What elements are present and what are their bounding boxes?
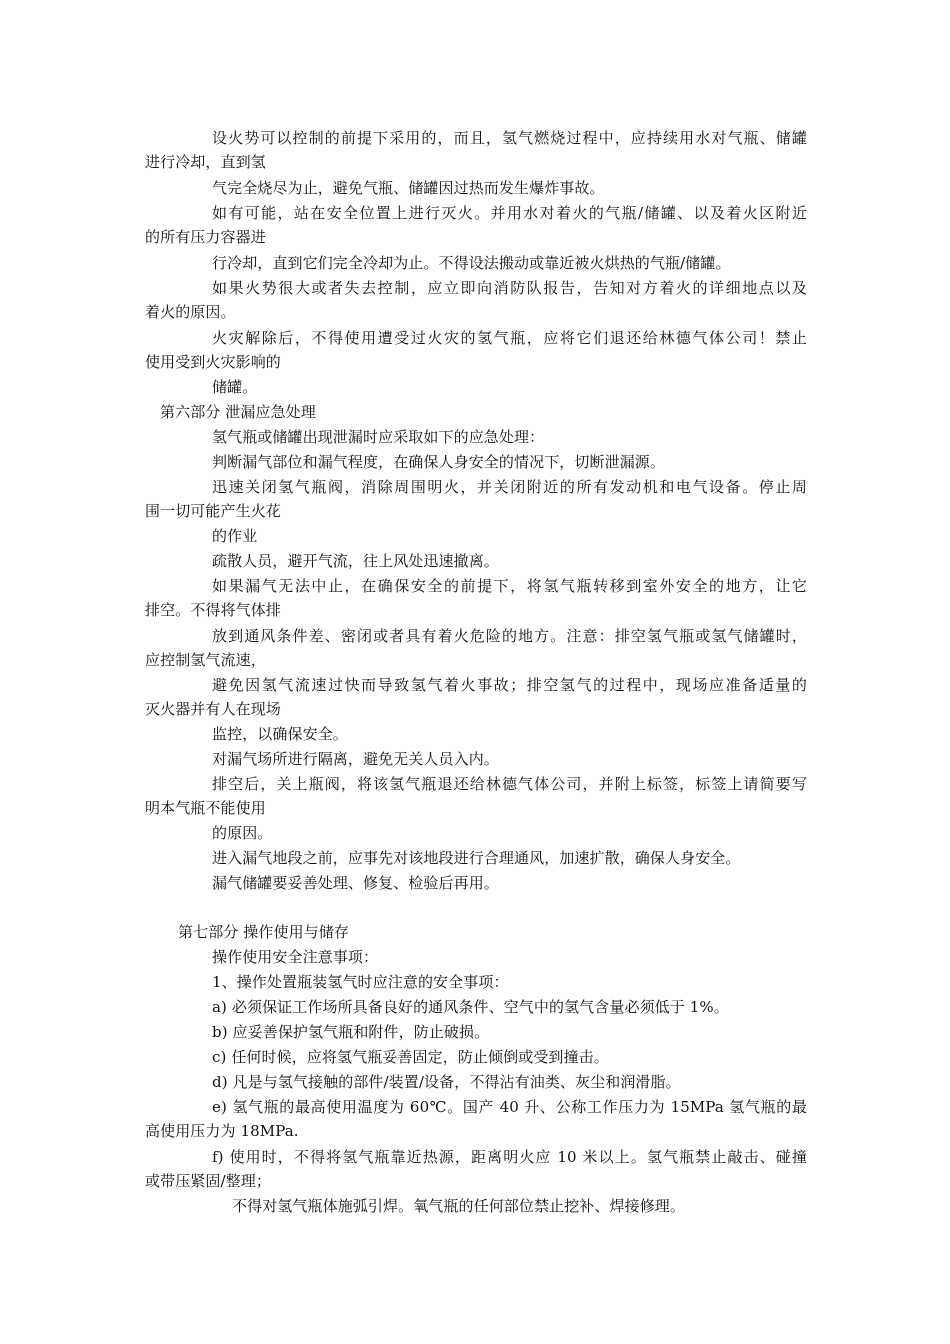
paragraph-line: 对漏气场所进行隔离，避免无关人员入内。	[212, 750, 499, 768]
paragraph-line: 疏散人员，避开气流，往上风处迅速撤离。	[212, 552, 499, 570]
paragraph-line: 储罐。	[212, 378, 258, 396]
paragraph-line: 的原因。	[212, 824, 273, 842]
paragraph-line: 迅速关闭氢气瓶阀，消除周围明火，并关闭附近的所有发动机和电气设备。停止周	[212, 478, 807, 496]
paragraph-line: 如果火势很大或者失去控制，应立即向消防队报告，告知对方着火的详细地点以及	[212, 279, 807, 297]
paragraph-line: 监控，以确保安全。	[212, 725, 348, 743]
paragraph-line: 操作使用安全注意事项：	[212, 948, 379, 966]
paragraph-line: 进入漏气地段之前，应事先对该地段进行合理通风，加速扩散，确保人身安全。	[212, 849, 741, 867]
list-item-continued: 或带压紧固/整理；	[145, 1172, 271, 1190]
paragraph-line: 避免因氢气流速过快而导致氢气着火事故；排空氢气的过程中，现场应准备适量的	[212, 676, 807, 694]
paragraph-line: 的作业	[212, 527, 258, 545]
paragraph-line: 行冷却，直到它们完全冷却为止。不得设法搬动或靠近被火烘热的气瓶/储罐。	[212, 254, 731, 272]
list-item: e) 氢气瓶的最高使用温度为 60℃。国产 40 升、公称工作压力为 15MPa 氢气瓶的最	[212, 1098, 807, 1116]
paragraph-line: 排空后，关上瓶阀，将该氢气瓶退还给林德气体公司，并附上标签，标签上请简要写	[212, 775, 807, 793]
paragraph-line: 的所有压力容器进	[145, 228, 266, 246]
section-heading-6: 第六部分 泄漏应急处理	[160, 403, 316, 421]
paragraph-line: 火灾解除后，不得使用遭受过火灾的氢气瓶，应将它们退还给林德气体公司！禁止	[212, 329, 807, 347]
paragraph-line: 1、操作处置瓶装氢气时应注意的安全事项：	[212, 973, 509, 991]
paragraph-line: 明本气瓶不能使用	[145, 799, 266, 817]
paragraph-line: 放到通风条件差、密闭或者具有着火危险的地方。注意：排空氢气瓶或氢气储罐时，	[212, 627, 807, 645]
list-item: d) 凡是与氢气接触的部件/装置/设备，不得沾有油类、灰尘和润滑脂。	[212, 1073, 681, 1091]
paragraph-line: 排空。不得将气体排	[145, 601, 281, 619]
paragraph-line: 应控制氢气流速，	[145, 651, 266, 669]
paragraph-line: 漏气储罐要妥善处理、修复、检验后再用。	[212, 874, 499, 892]
paragraph-line: 围一切可能产生火花	[145, 502, 281, 520]
paragraph-line: 如有可能，站在安全位置上进行灭火。并用水对着火的气瓶/储罐、以及着火区附近	[212, 204, 807, 222]
paragraph-line: 进行冷却，直到氢	[145, 153, 266, 171]
paragraph-line: 不得对氢气瓶体施弧引焊。氧气瓶的任何部位禁止挖补、焊接修理。	[232, 1197, 686, 1215]
section-heading-7: 第七部分 操作使用与储存	[178, 923, 349, 941]
paragraph-line: 设火势可以控制的前提下采用的，而且，氢气燃烧过程中，应持续用水对气瓶、储罐	[212, 129, 807, 147]
list-item: c) 任何时候，应将氢气瓶妥善固定，防止倾倒或受到撞击。	[212, 1048, 609, 1066]
list-item: f) 使用时，不得将氢气瓶靠近热源，距离明火应 10 米以上。氢气瓶禁止敲击、碰撞	[212, 1148, 807, 1166]
paragraph-line: 判断漏气部位和漏气程度，在确保人身安全的情况下，切断泄漏源。	[212, 453, 666, 471]
paragraph-line: 如果漏气无法中止，在确保安全的前提下，将氢气瓶转移到室外安全的地方，让它	[212, 577, 807, 595]
list-item-continued: 高使用压力为 18MPa.	[145, 1122, 299, 1140]
paragraph-line: 气完全烧尽为止，避免气瓶、储罐因过热而发生爆炸事故。	[212, 179, 605, 197]
list-item: b) 应妥善保护氢气瓶和附件，防止破损。	[212, 1023, 490, 1041]
paragraph-line: 着火的原因。	[145, 303, 236, 321]
list-item: a) 必须保证工作场所具备良好的通风条件、空气中的氢气含量必须低于 1%。	[212, 998, 729, 1016]
paragraph-line: 氢气瓶或储罐出现泄漏时应采取如下的应急处理：	[212, 428, 545, 446]
paragraph-line: 灭火器并有人在现场	[145, 700, 281, 718]
paragraph-line: 使用受到火灾影响的	[145, 353, 281, 371]
